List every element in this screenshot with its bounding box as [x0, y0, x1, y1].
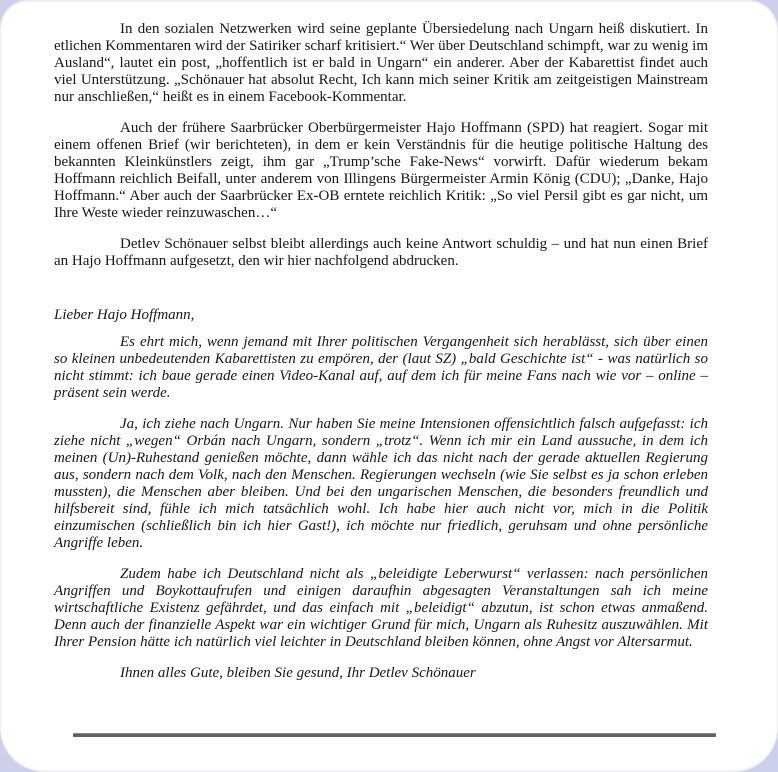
letter-paragraph-3: Zudem habe ich Deutschland nicht als „beleidigte Leberwurst“ verlassen: nach persönlichen Angriffen und Boykottaufrufen und einigen daraufhin abgesagten Veranstaltungen sah ich meine wirtschaftliche Existenz gefährdet, und das einfach mit „beleidigt“ abzutun, ist schon etwas anmaßend. Denn auch der finanzielle Aspekt war ein wichtiger Grund für mich, Ungarn als Ruhesitz auszuwählen. Mit Ihrer Pension hätte ich natürlich viel leichter in Deutschland bleiben können, ohne Angst vor Altersarmut. [54, 566, 708, 650]
intro-paragraph-3: Detlev Schönauer selbst bleibt allerdings auch keine Antwort schuldig – und hat nun einen Brief an Hajo Hoffmann aufgesetzt, den wir hier nachfolgend abdrucken. [54, 236, 708, 269]
bottom-divider-rule [73, 733, 716, 737]
letter-paragraph-1: Es ehrt mich, wenn jemand mit Ihrer politischen Vergangenheit sich herablässt, sich über einen so kleinen unbedeutenden Kabarettisten zu empören, der (laut SZ) „bald Geschichte ist“ - was natürlich so nicht stimmt: ich baue gerade einen Video-Kanal auf, auf dem ich für meine Fans nach wie vor – online – präsent sein werde. [54, 334, 708, 401]
intro-paragraph-2: Auch der frühere Saarbrücker Oberbürgermeister Hajo Hoffmann (SPD) hat reagiert. Sogar mit einem offenen Brief (wir berichteten), in dem er kein Verständnis für die heutige politische Haltung des bekannten Kleinkünstlers zeigt, ihm gar „Trump’sche Fake-News“ vorwirft. Dafür wiederum bekam Hoffmann reichlich Beifall, unter anderem von Illingens Bürgermeister Armin König (CDU); „Danke, Hajo Hoffmann.“ Aber auch der Saarbrücker Ex-OB erntete reichlich Kritik: „So viel Persil gibt es gar nicht, um Ihre Weste wieder reinzuwaschen…“ [54, 120, 708, 221]
intro-paragraph-1: In den sozialen Netzwerken wird seine geplante Übersiedelung nach Ungarn heiß diskutiert. In etlichen Kommentaren wird der Satiriker scharf kritisiert.“ Wer über Deutschland schimpft, war zu wenig im Ausland“, lautet ein post, „hoffentlich ist er bald in Ungarn“ ein anderer. Aber der Kabarettist findet auch viel Unterstützung. „Schönauer hat absolut Recht, Ich kann mich seiner Kritik am zeitgeistigen Mainstream nur anschließen,“ heißt es in einem Facebook-Kommentar. [54, 21, 708, 105]
letter-paragraph-2: Ja, ich ziehe nach Ungarn. Nur haben Sie meine Intensionen offensichtlich falsch aufgefasst: ich ziehe nicht „wegen“ Orbán nach Ungarn, sondern „trotz“. Wenn ich mir ein Land aussuche, in dem ich meinen (Un)-Ruhestand genießen möchte, dann wähle ich das nicht nach der gerade aktuellen Regierung aus, sondern nach dem Volk, nach den Menschen. Regierungen wechseln (wie Sie selbst es ja schon erleben mussten), die Menschen aber bleiben. Und bei den ungarischen Menschen, die besonders freundlich und hilfsbereit sind, fühle ich mich tatsächlich wohl. Ich habe hier auch nicht vor, mich in die Politik einzumischen (schließlich bin ich hier Gast!), ich möchte nur friedlich, geruhsam und ohne persönliche Angriffe leben. [54, 416, 708, 551]
letter-salutation: Lieber Hajo Hoffmann, [54, 307, 195, 323]
letter-signoff: Ihnen alles Gute, bleiben Sie gesund, Ihr Detlev Schönauer [120, 665, 476, 681]
article-text-block [54, 21, 708, 682]
